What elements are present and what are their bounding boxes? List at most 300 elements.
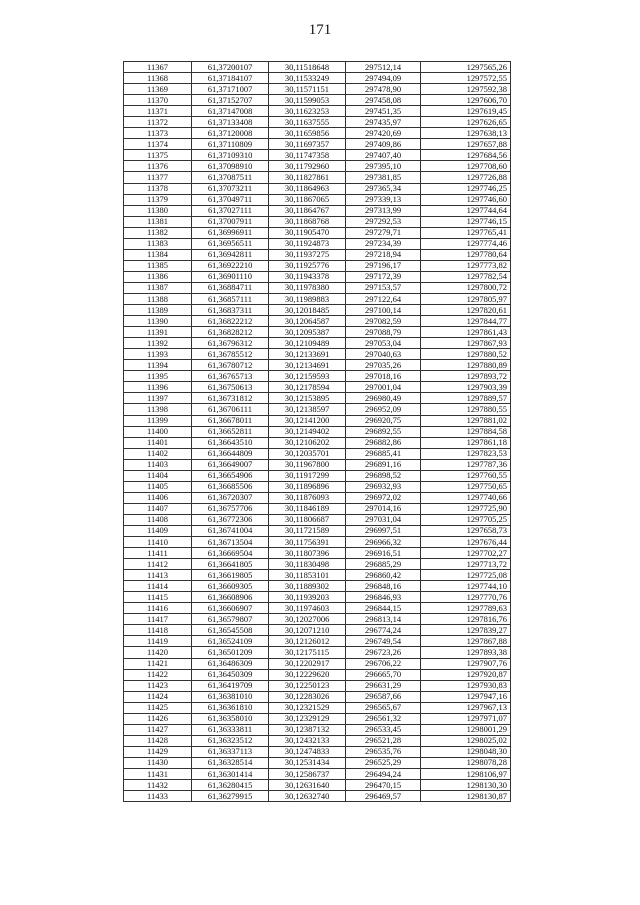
point-number-cell: 11384 (124, 249, 192, 260)
y-coordinate-cell: 1297967,13 (421, 702, 511, 713)
point-number-cell: 11386 (124, 271, 192, 282)
y-coordinate-cell: 1297744,10 (421, 581, 511, 592)
longitude-cell: 30,11974603 (269, 603, 346, 614)
table-row (124, 625, 511, 636)
point-number-cell: 11412 (124, 559, 192, 570)
longitude-cell: 30,12250123 (269, 680, 346, 691)
x-coordinate-cell: 297409,86 (346, 139, 421, 150)
x-coordinate-cell: 296813,14 (346, 614, 421, 625)
y-coordinate-cell: 1297572,55 (421, 73, 511, 84)
latitude-cell: 61,36323512 (192, 735, 269, 746)
y-coordinate-cell: 1297726,88 (421, 172, 511, 183)
longitude-cell: 30,12153895 (269, 393, 346, 404)
y-coordinate-cell: 1297880,89 (421, 360, 511, 371)
longitude-cell: 30,12035701 (269, 448, 346, 459)
latitude-cell: 61,36828212 (192, 327, 269, 338)
x-coordinate-cell: 296885,41 (346, 448, 421, 459)
longitude-cell: 30,12126012 (269, 636, 346, 647)
x-coordinate-cell: 296494,24 (346, 769, 421, 780)
x-coordinate-cell: 296916,51 (346, 548, 421, 559)
latitude-cell: 61,36644809 (192, 448, 269, 459)
x-coordinate-cell: 297478,90 (346, 84, 421, 95)
point-number-cell: 11389 (124, 305, 192, 316)
latitude-cell: 61,37133408 (192, 117, 269, 128)
x-coordinate-cell: 297365,34 (346, 183, 421, 194)
y-coordinate-cell: 1297903,39 (421, 382, 511, 393)
point-number-cell: 11401 (124, 437, 192, 448)
x-coordinate-cell: 296470,15 (346, 780, 421, 791)
latitude-cell: 61,37147008 (192, 106, 269, 117)
latitude-cell: 61,36765713 (192, 371, 269, 382)
point-number-cell: 11370 (124, 95, 192, 106)
table-row (124, 470, 511, 481)
y-coordinate-cell: 1297740,66 (421, 492, 511, 503)
latitude-cell: 61,36328514 (192, 757, 269, 768)
x-coordinate-cell: 297234,39 (346, 238, 421, 249)
point-number-cell: 11428 (124, 735, 192, 746)
x-coordinate-cell: 297292,53 (346, 216, 421, 227)
point-number-cell: 11415 (124, 592, 192, 603)
table-row (124, 481, 511, 492)
longitude-cell: 30,11889302 (269, 581, 346, 592)
x-coordinate-cell: 296525,29 (346, 757, 421, 768)
x-coordinate-cell: 296587,66 (346, 691, 421, 702)
point-number-cell: 11382 (124, 227, 192, 238)
x-coordinate-cell: 297014,16 (346, 503, 421, 514)
point-number-cell: 11388 (124, 293, 192, 304)
longitude-cell: 30,11623253 (269, 106, 346, 117)
table-row (124, 548, 511, 559)
y-coordinate-cell: 1297947,16 (421, 691, 511, 702)
x-coordinate-cell: 296997,51 (346, 525, 421, 536)
table-row (124, 769, 511, 780)
table-row (124, 338, 511, 349)
y-coordinate-cell: 1298130,30 (421, 780, 511, 791)
latitude-cell: 61,36619805 (192, 570, 269, 581)
page-number: 171 (308, 22, 332, 38)
table-row (124, 117, 511, 128)
table-row (124, 271, 511, 282)
point-number-cell: 11410 (124, 537, 192, 548)
table-row (124, 238, 511, 249)
point-number-cell: 11398 (124, 404, 192, 415)
table-row (124, 139, 511, 150)
x-coordinate-cell: 297172,39 (346, 271, 421, 282)
latitude-cell: 61,36381010 (192, 691, 269, 702)
x-coordinate-cell: 297395,10 (346, 161, 421, 172)
longitude-cell: 30,12474833 (269, 746, 346, 757)
longitude-cell: 30,12586737 (269, 769, 346, 780)
y-coordinate-cell: 1297880,55 (421, 404, 511, 415)
longitude-cell: 30,12149402 (269, 426, 346, 437)
longitude-cell: 30,11868768 (269, 216, 346, 227)
table-row (124, 503, 511, 514)
table-row (124, 614, 511, 625)
table-row (124, 780, 511, 791)
point-number-cell: 11380 (124, 205, 192, 216)
point-number-cell: 11404 (124, 470, 192, 481)
point-number-cell: 11369 (124, 84, 192, 95)
longitude-cell: 30,11747358 (269, 150, 346, 161)
x-coordinate-cell: 297494,09 (346, 73, 421, 84)
point-number-cell: 11419 (124, 636, 192, 647)
y-coordinate-cell: 1297920,87 (421, 669, 511, 680)
x-coordinate-cell: 296561,32 (346, 713, 421, 724)
latitude-cell: 61,36608906 (192, 592, 269, 603)
longitude-cell: 30,12387132 (269, 724, 346, 735)
x-coordinate-cell: 297420,69 (346, 128, 421, 139)
x-coordinate-cell: 296535,76 (346, 746, 421, 757)
x-coordinate-cell: 296469,57 (346, 791, 421, 802)
table-row (124, 62, 511, 73)
longitude-cell: 30,11807396 (269, 548, 346, 559)
latitude-cell: 61,37007911 (192, 216, 269, 227)
table-row (124, 459, 511, 470)
x-coordinate-cell: 296966,32 (346, 537, 421, 548)
longitude-cell: 30,11939203 (269, 592, 346, 603)
table-row (124, 636, 511, 647)
x-coordinate-cell: 296723,26 (346, 647, 421, 658)
y-coordinate-cell: 1297789,63 (421, 603, 511, 614)
point-number-cell: 11397 (124, 393, 192, 404)
point-number-cell: 11411 (124, 548, 192, 559)
table-row (124, 293, 511, 304)
y-coordinate-cell: 1297861,18 (421, 437, 511, 448)
longitude-cell: 30,12095387 (269, 327, 346, 338)
table-row (124, 360, 511, 371)
x-coordinate-cell: 297122,64 (346, 293, 421, 304)
y-coordinate-cell: 1297816,76 (421, 614, 511, 625)
y-coordinate-cell: 1297881,02 (421, 415, 511, 426)
longitude-cell: 30,12178594 (269, 382, 346, 393)
x-coordinate-cell: 297035,26 (346, 360, 421, 371)
point-number-cell: 11432 (124, 780, 192, 791)
latitude-cell: 61,37200107 (192, 62, 269, 73)
longitude-cell: 30,12202917 (269, 658, 346, 669)
x-coordinate-cell: 297451,35 (346, 106, 421, 117)
table-row (124, 791, 511, 802)
x-coordinate-cell: 296844,15 (346, 603, 421, 614)
y-coordinate-cell: 1298106,97 (421, 769, 511, 780)
latitude-cell: 61,36643510 (192, 437, 269, 448)
y-coordinate-cell: 1297705,25 (421, 514, 511, 525)
latitude-cell: 61,36609305 (192, 581, 269, 592)
longitude-cell: 30,12106202 (269, 437, 346, 448)
point-number-cell: 11426 (124, 713, 192, 724)
point-number-cell: 11400 (124, 426, 192, 437)
y-coordinate-cell: 1297884,58 (421, 426, 511, 437)
y-coordinate-cell: 1297805,97 (421, 293, 511, 304)
table-row (124, 537, 511, 548)
latitude-cell: 61,37120008 (192, 128, 269, 139)
x-coordinate-cell: 296892,55 (346, 426, 421, 437)
y-coordinate-cell: 1297867,93 (421, 338, 511, 349)
y-coordinate-cell: 1297725,08 (421, 570, 511, 581)
latitude-cell: 61,36796312 (192, 338, 269, 349)
latitude-cell: 61,37171007 (192, 84, 269, 95)
x-coordinate-cell: 297458,08 (346, 95, 421, 106)
latitude-cell: 61,36654906 (192, 470, 269, 481)
x-coordinate-cell: 296920,75 (346, 415, 421, 426)
longitude-cell: 30,11989883 (269, 293, 346, 304)
y-coordinate-cell: 1297880,52 (421, 349, 511, 360)
table-row (124, 327, 511, 338)
latitude-cell: 61,36685506 (192, 481, 269, 492)
y-coordinate-cell: 1297565,26 (421, 62, 511, 73)
latitude-cell: 61,36279915 (192, 791, 269, 802)
point-number-cell: 11383 (124, 238, 192, 249)
longitude-cell: 30,12071210 (269, 625, 346, 636)
longitude-cell: 30,11792960 (269, 161, 346, 172)
point-number-cell: 11429 (124, 746, 192, 757)
latitude-cell: 61,36280415 (192, 780, 269, 791)
longitude-cell: 30,11925776 (269, 260, 346, 271)
latitude-cell: 61,37049711 (192, 194, 269, 205)
longitude-cell: 30,12632740 (269, 791, 346, 802)
point-number-cell: 11402 (124, 448, 192, 459)
latitude-cell: 61,36641805 (192, 559, 269, 570)
table-row (124, 382, 511, 393)
table-row (124, 260, 511, 271)
latitude-cell: 61,37184107 (192, 73, 269, 84)
longitude-cell: 30,11867065 (269, 194, 346, 205)
x-coordinate-cell: 296860,42 (346, 570, 421, 581)
point-number-cell: 11392 (124, 338, 192, 349)
longitude-cell: 30,12109489 (269, 338, 346, 349)
point-number-cell: 11403 (124, 459, 192, 470)
x-coordinate-cell: 297018,16 (346, 371, 421, 382)
x-coordinate-cell: 296980,49 (346, 393, 421, 404)
longitude-cell: 30,11864963 (269, 183, 346, 194)
y-coordinate-cell: 1297746,15 (421, 216, 511, 227)
point-number-cell: 11406 (124, 492, 192, 503)
table-row (124, 437, 511, 448)
latitude-cell: 61,37073211 (192, 183, 269, 194)
table-row (124, 724, 511, 735)
table-row (124, 415, 511, 426)
x-coordinate-cell: 296882,86 (346, 437, 421, 448)
latitude-cell: 61,36901110 (192, 271, 269, 282)
latitude-cell: 61,36301414 (192, 769, 269, 780)
point-number-cell: 11367 (124, 62, 192, 73)
latitude-cell: 61,36450309 (192, 669, 269, 680)
point-number-cell: 11420 (124, 647, 192, 658)
x-coordinate-cell: 296706,22 (346, 658, 421, 669)
latitude-cell: 61,36741004 (192, 525, 269, 536)
table-row (124, 691, 511, 702)
longitude-cell: 30,11806687 (269, 514, 346, 525)
table-row (124, 581, 511, 592)
longitude-cell: 30,11905470 (269, 227, 346, 238)
latitude-cell: 61,36419709 (192, 680, 269, 691)
latitude-cell: 61,37087511 (192, 172, 269, 183)
table-row (124, 647, 511, 658)
table-row (124, 525, 511, 536)
table-row (124, 669, 511, 680)
y-coordinate-cell: 1297708,60 (421, 161, 511, 172)
latitude-cell: 61,36524109 (192, 636, 269, 647)
longitude-cell: 30,11853101 (269, 570, 346, 581)
table-row (124, 249, 511, 260)
point-number-cell: 11394 (124, 360, 192, 371)
table-row (124, 106, 511, 117)
longitude-cell: 30,11896896 (269, 481, 346, 492)
table-row (124, 559, 511, 570)
x-coordinate-cell: 297435,97 (346, 117, 421, 128)
point-number-cell: 11414 (124, 581, 192, 592)
longitude-cell: 30,11827861 (269, 172, 346, 183)
latitude-cell: 61,36486309 (192, 658, 269, 669)
latitude-cell: 61,36757706 (192, 503, 269, 514)
point-number-cell: 11371 (124, 106, 192, 117)
longitude-cell: 30,12018485 (269, 305, 346, 316)
point-number-cell: 11425 (124, 702, 192, 713)
point-number-cell: 11417 (124, 614, 192, 625)
point-number-cell: 11399 (124, 415, 192, 426)
longitude-cell: 30,11637555 (269, 117, 346, 128)
table-row (124, 150, 511, 161)
latitude-cell: 61,36922210 (192, 260, 269, 271)
point-number-cell: 11372 (124, 117, 192, 128)
latitude-cell: 61,36358010 (192, 713, 269, 724)
longitude-cell: 30,11967800 (269, 459, 346, 470)
x-coordinate-cell: 297313,99 (346, 205, 421, 216)
latitude-cell: 61,37027111 (192, 205, 269, 216)
table-row (124, 757, 511, 768)
latitude-cell: 61,36333811 (192, 724, 269, 735)
table-row (124, 371, 511, 382)
x-coordinate-cell: 297100,14 (346, 305, 421, 316)
point-number-cell: 11374 (124, 139, 192, 150)
y-coordinate-cell: 1297770,76 (421, 592, 511, 603)
table-row (124, 680, 511, 691)
longitude-cell: 30,11697357 (269, 139, 346, 150)
table-row (124, 194, 511, 205)
latitude-cell: 61,37152707 (192, 95, 269, 106)
x-coordinate-cell: 296631,29 (346, 680, 421, 691)
y-coordinate-cell: 1298001,29 (421, 724, 511, 735)
y-coordinate-cell: 1298025,02 (421, 735, 511, 746)
longitude-cell: 30,12064587 (269, 316, 346, 327)
longitude-cell: 30,12141200 (269, 415, 346, 426)
point-number-cell: 11373 (124, 128, 192, 139)
longitude-cell: 30,12138597 (269, 404, 346, 415)
x-coordinate-cell: 296848,16 (346, 581, 421, 592)
x-coordinate-cell: 296898,52 (346, 470, 421, 481)
y-coordinate-cell: 1297823,53 (421, 448, 511, 459)
y-coordinate-cell: 1297774,46 (421, 238, 511, 249)
y-coordinate-cell: 1297893,38 (421, 647, 511, 658)
point-number-cell: 11395 (124, 371, 192, 382)
y-coordinate-cell: 1297746,60 (421, 194, 511, 205)
table-row (124, 735, 511, 746)
y-coordinate-cell: 1297702,27 (421, 548, 511, 559)
point-number-cell: 11387 (124, 282, 192, 293)
latitude-cell: 61,36822212 (192, 316, 269, 327)
y-coordinate-cell: 1297657,88 (421, 139, 511, 150)
table-row (124, 73, 511, 84)
y-coordinate-cell: 1297971,07 (421, 713, 511, 724)
table-row (124, 84, 511, 95)
y-coordinate-cell: 1297592,38 (421, 84, 511, 95)
y-coordinate-cell: 1297800,72 (421, 282, 511, 293)
y-coordinate-cell: 1297658,73 (421, 525, 511, 536)
y-coordinate-cell: 1297889,57 (421, 393, 511, 404)
x-coordinate-cell: 296972,02 (346, 492, 421, 503)
x-coordinate-cell: 297218,94 (346, 249, 421, 260)
x-coordinate-cell: 296885,29 (346, 559, 421, 570)
longitude-cell: 30,11830498 (269, 559, 346, 570)
latitude-cell: 61,36706111 (192, 404, 269, 415)
latitude-cell: 61,36956511 (192, 238, 269, 249)
longitude-cell: 30,11756391 (269, 537, 346, 548)
longitude-cell: 30,12134691 (269, 360, 346, 371)
y-coordinate-cell: 1297893,72 (421, 371, 511, 382)
y-coordinate-cell: 1297676,44 (421, 537, 511, 548)
point-number-cell: 11396 (124, 382, 192, 393)
latitude-cell: 61,36501209 (192, 647, 269, 658)
y-coordinate-cell: 1297787,36 (421, 459, 511, 470)
y-coordinate-cell: 1298048,30 (421, 746, 511, 757)
y-coordinate-cell: 1297930,83 (421, 680, 511, 691)
longitude-cell: 30,12175115 (269, 647, 346, 658)
table-row (124, 172, 511, 183)
latitude-cell: 61,36996911 (192, 227, 269, 238)
table-row (124, 592, 511, 603)
point-number-cell: 11408 (124, 514, 192, 525)
table-row (124, 183, 511, 194)
x-coordinate-cell: 296521,28 (346, 735, 421, 746)
x-coordinate-cell: 297153,57 (346, 282, 421, 293)
point-number-cell: 11405 (124, 481, 192, 492)
point-number-cell: 11391 (124, 327, 192, 338)
table-row (124, 570, 511, 581)
x-coordinate-cell: 297196,17 (346, 260, 421, 271)
table-row (124, 305, 511, 316)
latitude-cell: 61,36361810 (192, 702, 269, 713)
point-number-cell: 11424 (124, 691, 192, 702)
coordinates-table (123, 61, 511, 802)
latitude-cell: 61,36884711 (192, 282, 269, 293)
x-coordinate-cell: 297031,04 (346, 514, 421, 525)
x-coordinate-cell: 297339,13 (346, 194, 421, 205)
table-row (124, 603, 511, 614)
y-coordinate-cell: 1297638,13 (421, 128, 511, 139)
longitude-cell: 30,11721589 (269, 525, 346, 536)
point-number-cell: 11418 (124, 625, 192, 636)
table-row (124, 404, 511, 415)
table-row (124, 658, 511, 669)
x-coordinate-cell: 296533,45 (346, 724, 421, 735)
latitude-cell: 61,36731812 (192, 393, 269, 404)
y-coordinate-cell: 1297907,76 (421, 658, 511, 669)
latitude-cell: 61,36713504 (192, 537, 269, 548)
longitude-cell: 30,12321529 (269, 702, 346, 713)
longitude-cell: 30,12027006 (269, 614, 346, 625)
table-row (124, 282, 511, 293)
x-coordinate-cell: 297001,04 (346, 382, 421, 393)
table-row (124, 448, 511, 459)
table-row (124, 514, 511, 525)
point-number-cell: 11422 (124, 669, 192, 680)
longitude-cell: 30,11659856 (269, 128, 346, 139)
y-coordinate-cell: 1298130,87 (421, 791, 511, 802)
point-number-cell: 11368 (124, 73, 192, 84)
latitude-cell: 61,36606907 (192, 603, 269, 614)
table-row (124, 316, 511, 327)
table-row (124, 746, 511, 757)
y-coordinate-cell: 1297619,45 (421, 106, 511, 117)
